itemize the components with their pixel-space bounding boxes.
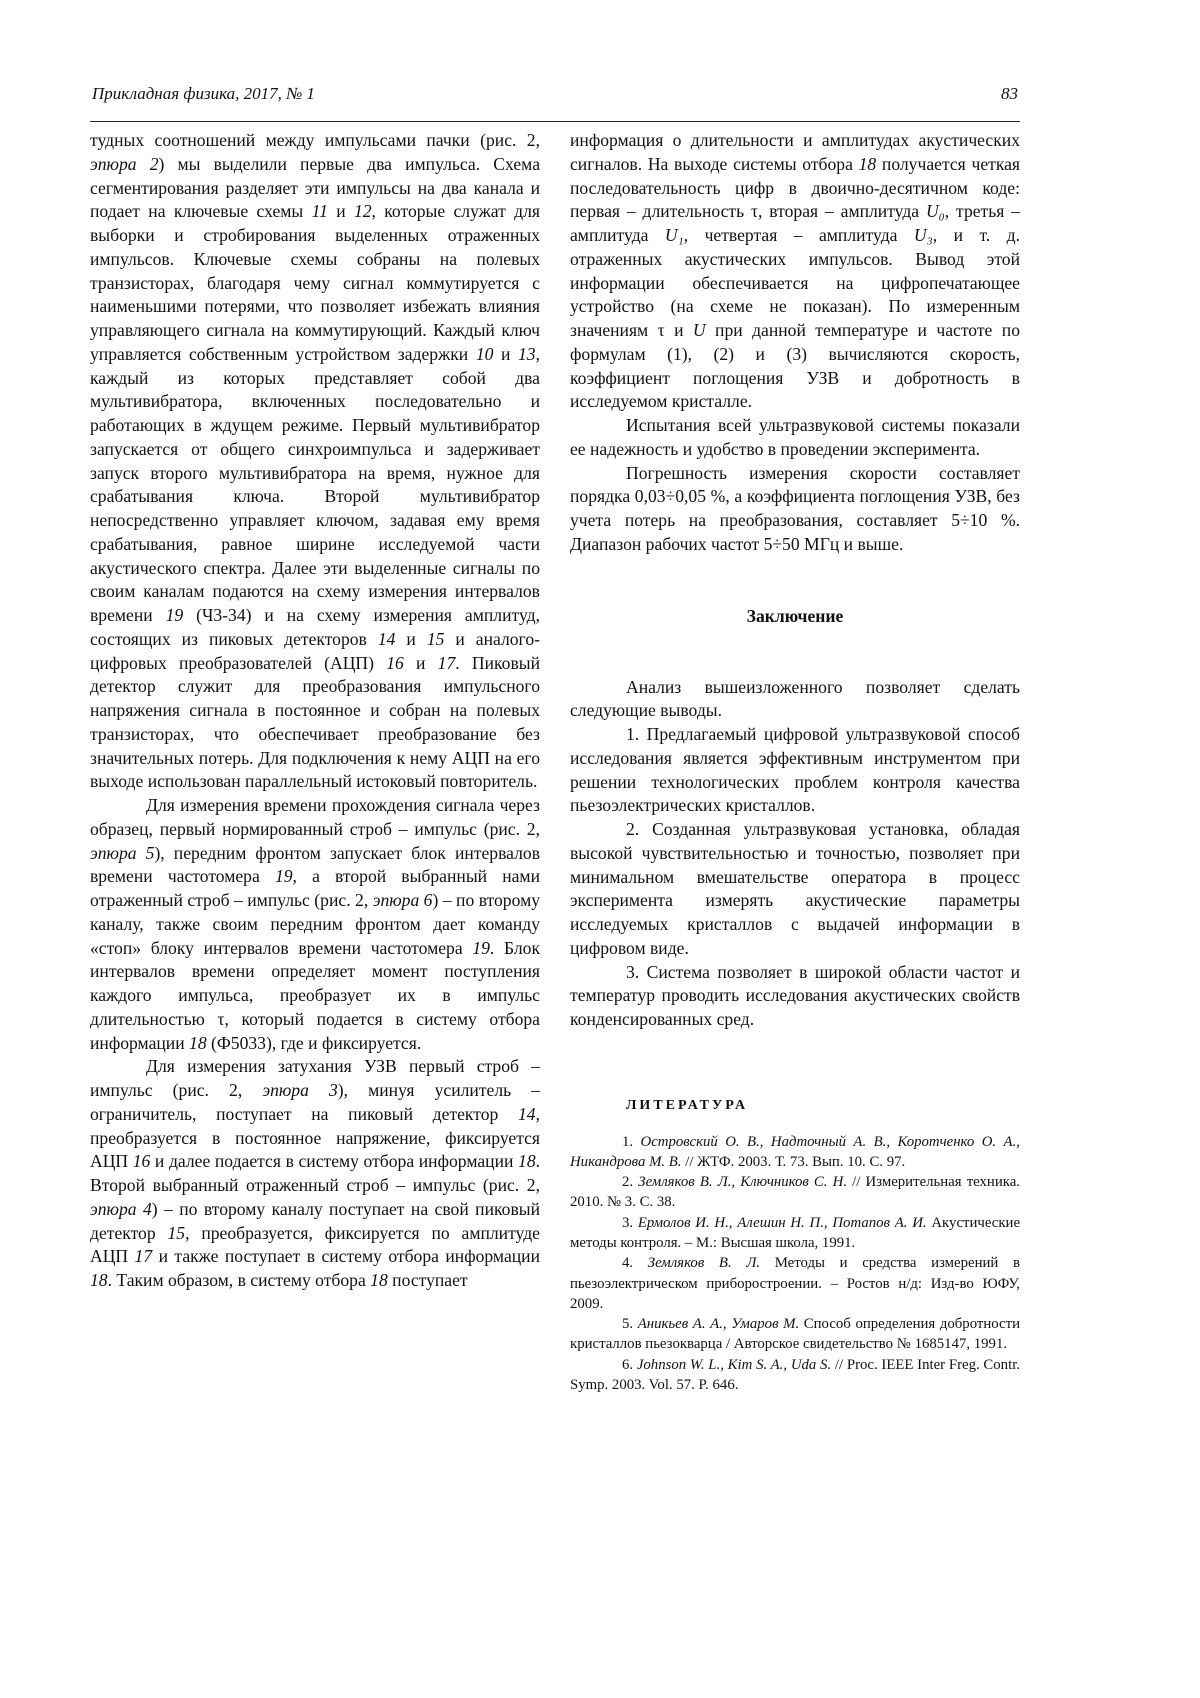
text-segment: Испытания всей ультразвуковой системы показали ее надежность и удобство в проведении эксперимента. [570, 415, 1020, 459]
italic-text: эпюра 4 [90, 1199, 152, 1219]
italic-text: Johnson W. L., Kim S. A., Uda S. [637, 1357, 831, 1373]
italic-text: 19 [275, 866, 293, 886]
italic-text: 15 [167, 1223, 185, 1243]
italic-text: Аникьев А. А., Умаров М. [638, 1316, 799, 1332]
italic-text: 18 [518, 1151, 536, 1171]
text-segment: . Пиковый детектор служит для преобразования импульсного напряжения сигнала в постоянное и собран на полевых транзисторах, что обеспечивает преобразование без значительных потерь. Для подключения к нему АЦП на его выходе использован параллельный истоковый повторитель. [90, 653, 540, 792]
text-segment: Погрешность измерения скорости составляет порядка 0,03÷0,05 %, а коэффициента поглощения УЗВ, без учета потерь на преобразования, составляет 5÷10 %. Диапазон рабочих частот 5÷50 МГц и выше. [570, 463, 1020, 554]
text-segment: при данной температуре и частоте по формулам (1), (2) и (3) вычисляются скорость, коэффициент поглощения УЗВ и добротность в исследуемом кристалле. [570, 320, 1020, 411]
italic-text: U₀ [926, 201, 945, 221]
paragraph [570, 462, 1020, 557]
italic-text: 11 [312, 201, 328, 221]
text-segment: . Второй выбранный отраженный строб – импульс (рис. 2, [90, 1151, 540, 1195]
text-segment: , которые служат для выборки и стробирования выделенных отраженных импульсов. Ключевые схемы собраны на полевых транзисторах, благодаря чему сигнал коммутируется с наименьшими потерями, что позволяет избежать влияния управляющего сигнала на коммутирующий. Каждый ключ управляется собственным устройством задержки [90, 201, 540, 364]
italic-text: 18 [859, 154, 877, 174]
italic-text: 13 [518, 344, 536, 364]
text-segment: . Блок интервалов времени определяет момент поступления каждого импульса, преобразует их в импульс длительностью τ, который подается в систему отбора информации [90, 938, 540, 1053]
italic-text: 15 [427, 629, 445, 649]
paragraph [90, 129, 540, 794]
conclusion-item [570, 723, 1020, 818]
text-segment: Акустические методы контроля. – М.: Высшая школа, 1991. [570, 1215, 1020, 1251]
text-segment: 1. Предлагаемый цифровой ультразвуковой способ исследования является эффективным инструментом при решении технологических проблем контроля качества пьезоэлектрических кристаллов. [570, 724, 1020, 815]
text-segment: и [404, 653, 438, 673]
text-segment: 3. [622, 1215, 638, 1231]
text-segment: ) – по второму каналу, также своим передним фронтом дает команду «стоп» блоку интервалов времени частотомера [90, 890, 540, 958]
text-segment: Для измерения затухания УЗВ первый строб – импульс (рис. 2, [90, 1056, 540, 1100]
italic-text: U₁ [665, 225, 684, 245]
italic-text: эпюра 5 [90, 843, 154, 863]
italic-text: 12 [354, 201, 372, 221]
text-segment: // Измерительная техника. 2010. № 3. С. 38. [570, 1174, 1020, 1210]
text-segment: и аналого-цифровых преобразователей (АЦП) [90, 629, 540, 673]
text-segment: , четвертая – амплитуда [684, 225, 914, 245]
text-segment: , преобразуется, фиксируется по амплитуде АЦП [90, 1223, 540, 1267]
text-segment: и далее подается в систему отбора информации [150, 1151, 518, 1171]
text-segment: . Таким образом, в систему отбора [108, 1270, 371, 1290]
italic-text: Ермолов И. Н., Алешин Н. П., Потапов А. И. [638, 1215, 927, 1231]
italic-text: Островский О. В., Надточный А. В., Коротченко О. А., Никандрова М. В. [570, 1134, 1020, 1170]
italic-text: 19 [472, 938, 490, 958]
paragraph [570, 129, 1020, 414]
text-segment: поступает [388, 1270, 468, 1290]
text-segment: // Proc. IEEE Inter Freg. Contr. Symp. 2003. Vol. 57. P. 646. [570, 1357, 1020, 1393]
text-segment: 2. Созданная ультразвуковая установка, обладая высокой чувствительностью и точностью, позволяет при минимальном вмешательстве оператора в процесс эксперимента измерять акустические параметры исследуемых кристаллов с выдачей информации в цифровом виде. [570, 819, 1020, 958]
text-segment: 4. [622, 1255, 648, 1271]
text-segment: (Ч3-34) и на схему измерения амплитуд, состоящих из пиковых детекторов [90, 605, 540, 649]
text-segment: Методы и средства измерений в пьезоэлектрическом приборостроении. – Ростов н/д: Изд-во ЮФУ, 2009. [570, 1255, 1020, 1312]
references-heading: ЛИТЕРАТУРА [626, 1094, 1020, 1118]
reference-item [570, 1253, 1020, 1314]
text-segment: и [328, 201, 354, 221]
italic-text: Земляков В. Л., Ключников С. Н. [638, 1174, 847, 1190]
text-segment: ) – по второму каналу поступает на свой пиковый детектор [90, 1199, 540, 1243]
italic-text: 17 [438, 653, 456, 673]
text-segment: 2. [622, 1174, 638, 1190]
reference-item [570, 1314, 1020, 1355]
reference-item [570, 1172, 1020, 1213]
text-segment: тудных соотношений между импульсами пачки (рис. 2, [90, 130, 540, 150]
header-rule [90, 121, 1020, 122]
conclusion-item [570, 818, 1020, 961]
reference-item [570, 1132, 1020, 1173]
paragraph [90, 794, 540, 1055]
text-segment: , преобразуется в постоянное напряжение, фиксируется АЦП [90, 1104, 540, 1172]
text-segment: 1. [622, 1134, 641, 1150]
text-segment: 5. [622, 1316, 638, 1332]
text-segment: Для измерения времени прохождения сигнала через образец, первый нормированный строб – импульс (рис. 2, [90, 795, 540, 839]
italic-text: 10 [476, 344, 494, 364]
italic-text: 18 [189, 1033, 207, 1053]
page-number: 83 [1001, 84, 1018, 104]
left-column [90, 129, 540, 1293]
italic-text: 14 [518, 1104, 536, 1124]
text-segment: (Ф5033), где и фиксируется. [207, 1033, 422, 1053]
italic-text: 14 [378, 629, 396, 649]
italic-text: U [693, 320, 706, 340]
italic-text: эпюра 6 [373, 890, 433, 910]
paragraph [570, 414, 1020, 462]
text-segment: 6. [622, 1357, 637, 1373]
italic-text: 16 [133, 1151, 151, 1171]
references-list [570, 1132, 1020, 1396]
text-segment: ) мы выделили первые два импульса. Схема сегментирования разделяет эти импульсы на два канала и подает на ключевые схемы [90, 154, 540, 222]
text-segment: информация о длительности и амплитудах акустических сигналов. На выходе системы отбора [570, 130, 1020, 174]
text-segment: // ЖТФ. 2003. Т. 73. Вып. 10. С. 97. [682, 1154, 906, 1170]
text-segment: ), передним фронтом запускает блок интервалов времени частотомера [90, 843, 540, 887]
italic-text: 19 [166, 605, 184, 625]
text-segment: 3. Система позволяет в широкой области частот и температур проводить исследования акустических свойств конденсированных сред. [570, 962, 1020, 1030]
right-column [570, 129, 1020, 1395]
text-segment: и [493, 344, 518, 364]
text-segment: ), минуя усилитель – ограничитель, поступает на пиковый детектор [90, 1080, 540, 1124]
text-segment: , третья – амплитуда [570, 201, 1020, 245]
text-segment: получается четкая последовательность цифр в двоично-десятичном коде: первая – длительность τ, вторая – амплитуда [570, 154, 1020, 222]
conclusion-paragraph [570, 676, 1020, 724]
text-segment: и также поступает в систему отбора информации [152, 1246, 540, 1266]
italic-text: эпюра 3 [262, 1080, 337, 1100]
conclusion-item [570, 961, 1020, 1032]
journal-header: Прикладная физика, 2017, № 1 [92, 84, 315, 104]
paragraph [90, 1055, 540, 1293]
text-segment: Анализ вышеизложенного позволяет сделать следующие выводы. [570, 677, 1020, 721]
reference-item [570, 1213, 1020, 1254]
reference-item [570, 1355, 1020, 1396]
text-segment: , каждый из которых представляет собой два мультивибратора, включенных последовательно и работающих в ждущем режиме. Первый мультивибратор запускается от общего синхроимпульса и задерживает запуск второго мультивибратора на время, нужное для срабатывания ключа. Второй мультивибратор непосредственно управляет ключом, задавая ему время срабатывания, равное ширине исследуемой части акустического спектра. Далее эти выделенные сигналы по своим каналам подаются на схему измерения интервалов времени [90, 344, 540, 625]
italic-text: эпюра 2 [90, 154, 159, 174]
italic-text: U₃ [914, 225, 933, 245]
italic-text: 18 [90, 1270, 108, 1290]
text-segment: Способ определения добротности кристаллов пьезокварца / Авторское свидетельство № 1685147, 1991. [570, 1316, 1020, 1352]
italic-text: 18 [370, 1270, 388, 1290]
italic-text: Земляков В. Л. [648, 1255, 760, 1271]
text-segment: , и т. д. отраженных акустических импульсов. Вывод этой информации обеспечивается на цифропечатающее устройство (на схеме не показан). По измеренным значениям τ и [570, 225, 1020, 340]
italic-text: 17 [135, 1246, 153, 1266]
italic-text: 16 [386, 653, 404, 673]
text-segment: и [395, 629, 426, 649]
text-segment: , а второй выбранный нами отраженный строб – импульс (рис. 2, [90, 866, 540, 910]
conclusion-heading: Заключение [570, 604, 1020, 628]
